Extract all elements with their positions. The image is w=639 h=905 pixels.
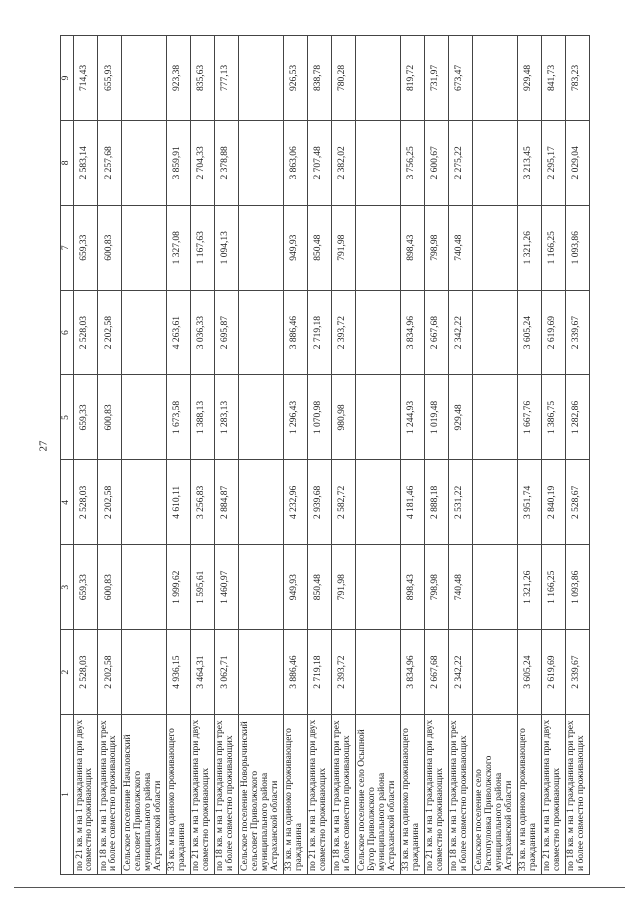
table-row bbox=[541, 36, 565, 875]
table-cell bbox=[355, 36, 400, 121]
table-row bbox=[307, 36, 331, 875]
column-header: 7 bbox=[61, 205, 74, 290]
table-cell: 1 595,61 bbox=[190, 545, 214, 630]
row-label: по 21 кв. м на 1 гражданина при двух совместно проживающих bbox=[190, 715, 214, 875]
table-row bbox=[472, 36, 517, 875]
table-cell: 1 244,93 bbox=[400, 375, 424, 460]
table-cell: 659,33 bbox=[73, 545, 97, 630]
table-cell: 2 719,18 bbox=[307, 290, 331, 375]
table-cell: 2 619,69 bbox=[541, 630, 565, 715]
row-label: 33 кв. м на одиноко проживающего гражданина bbox=[517, 715, 541, 875]
table-row bbox=[517, 36, 541, 875]
table-cell bbox=[238, 460, 283, 545]
table-cell bbox=[472, 36, 517, 121]
table-cell: 780,28 bbox=[331, 36, 355, 121]
column-header: 1 bbox=[61, 715, 74, 875]
table-cell: 4 181,46 bbox=[400, 460, 424, 545]
table-cell: 949,93 bbox=[283, 545, 307, 630]
table-cell: 791,98 bbox=[331, 545, 355, 630]
table-cell: 3 036,33 bbox=[190, 290, 214, 375]
table-row bbox=[238, 36, 283, 875]
table-row bbox=[214, 36, 238, 875]
table-cell bbox=[238, 36, 283, 121]
row-label: 33 кв. м на одиноко проживающего гражданина bbox=[166, 715, 190, 875]
table-cell: 798,98 bbox=[424, 205, 448, 290]
table-cell: 980,98 bbox=[331, 375, 355, 460]
table-cell: 2 888,18 bbox=[424, 460, 448, 545]
table-cell: 2 695,87 bbox=[214, 290, 238, 375]
table-cell: 949,93 bbox=[283, 205, 307, 290]
table-cell bbox=[122, 205, 167, 290]
table-cell bbox=[238, 375, 283, 460]
table-cell: 3 863,06 bbox=[283, 120, 307, 205]
table-cell: 600,83 bbox=[97, 375, 121, 460]
table-cell: 2 382,02 bbox=[331, 120, 355, 205]
table-cell bbox=[355, 120, 400, 205]
table-cell: 3 605,24 bbox=[517, 630, 541, 715]
table-cell: 1 999,62 bbox=[166, 545, 190, 630]
table-cell: 3 951,74 bbox=[517, 460, 541, 545]
table-cell: 1 093,86 bbox=[565, 545, 589, 630]
table-cell: 2 707,48 bbox=[307, 120, 331, 205]
table-cell: 2 528,03 bbox=[73, 290, 97, 375]
table-cell: 2 528,67 bbox=[565, 460, 589, 545]
table-cell: 1 460,97 bbox=[214, 545, 238, 630]
row-label: 33 кв. м на одиноко проживающего гражданина bbox=[283, 715, 307, 875]
table-cell: 2 583,14 bbox=[73, 120, 97, 205]
column-header: 5 bbox=[61, 375, 74, 460]
table-cell bbox=[355, 630, 400, 715]
table-cell: 2 939,68 bbox=[307, 460, 331, 545]
table-row bbox=[73, 36, 97, 875]
table-cell bbox=[122, 545, 167, 630]
table-cell: 1 282,86 bbox=[565, 375, 589, 460]
table-cell: 2 619,69 bbox=[541, 290, 565, 375]
table-cell bbox=[472, 545, 517, 630]
table-row bbox=[355, 36, 400, 875]
table-cell: 3 213,45 bbox=[517, 120, 541, 205]
table-cell: 2 202,58 bbox=[97, 290, 121, 375]
table-cell: 2 393,72 bbox=[331, 290, 355, 375]
table-header-row bbox=[61, 36, 74, 875]
table-cell: 2 257,68 bbox=[97, 120, 121, 205]
table-cell: 2 393,72 bbox=[331, 630, 355, 715]
table-cell: 2 202,58 bbox=[97, 460, 121, 545]
table-cell: 850,48 bbox=[307, 545, 331, 630]
row-label: Сельское поселение село Осыпной Бугор Приволжского муниципального района Астраханской области bbox=[355, 715, 400, 875]
table-cell bbox=[238, 290, 283, 375]
table-cell: 2 600,67 bbox=[424, 120, 448, 205]
table-cell: 2 704,33 bbox=[190, 120, 214, 205]
table-cell: 1 019,48 bbox=[424, 375, 448, 460]
table-cell bbox=[122, 36, 167, 121]
table-cell: 740,48 bbox=[448, 205, 472, 290]
table-cell: 3 256,83 bbox=[190, 460, 214, 545]
table-cell: 3 605,24 bbox=[517, 290, 541, 375]
row-label: по 21 кв. м на 1 гражданина при двух совместно проживающих bbox=[424, 715, 448, 875]
row-label: по 18 кв. м на 1 гражданина при трех и более совместно проживающих bbox=[214, 715, 238, 875]
page-number: 27 bbox=[37, 440, 50, 452]
table-cell: 2 029,04 bbox=[565, 120, 589, 205]
table-cell: 798,98 bbox=[424, 545, 448, 630]
table-cell: 1 321,26 bbox=[517, 205, 541, 290]
table-row bbox=[190, 36, 214, 875]
table-cell: 2 275,22 bbox=[448, 120, 472, 205]
table-cell bbox=[355, 375, 400, 460]
table-cell: 4 263,61 bbox=[166, 290, 190, 375]
table-cell: 714,43 bbox=[73, 36, 97, 121]
table-cell: 929,48 bbox=[517, 36, 541, 121]
table-cell: 731,97 bbox=[424, 36, 448, 121]
column-header: 2 bbox=[61, 630, 74, 715]
table-cell bbox=[472, 120, 517, 205]
table-cell: 850,48 bbox=[307, 205, 331, 290]
table-cell: 841,73 bbox=[541, 36, 565, 121]
column-header: 4 bbox=[61, 460, 74, 545]
table-cell: 2 884,87 bbox=[214, 460, 238, 545]
table-cell: 3 464,31 bbox=[190, 630, 214, 715]
row-label: Сельское поселение село Растопуловка Приволжского муниципального района Астраханской области bbox=[472, 715, 517, 875]
table-cell: 835,63 bbox=[190, 36, 214, 121]
table-cell: 783,23 bbox=[565, 36, 589, 121]
table-cell: 1 166,25 bbox=[541, 545, 565, 630]
table-cell: 819,72 bbox=[400, 36, 424, 121]
rotated-table-frame bbox=[60, 35, 590, 875]
row-label: по 18 кв. м на 1 гражданина при трех и более совместно проживающих bbox=[331, 715, 355, 875]
table-cell: 3 859,91 bbox=[166, 120, 190, 205]
table-cell: 2 528,03 bbox=[73, 460, 97, 545]
table-row bbox=[424, 36, 448, 875]
table-cell: 740,48 bbox=[448, 545, 472, 630]
table-cell: 1 386,75 bbox=[541, 375, 565, 460]
table-cell: 2 667,68 bbox=[424, 290, 448, 375]
table-cell bbox=[238, 205, 283, 290]
table-cell bbox=[472, 375, 517, 460]
table-cell: 1 167,63 bbox=[190, 205, 214, 290]
table-cell: 1 070,98 bbox=[307, 375, 331, 460]
table-cell: 600,83 bbox=[97, 545, 121, 630]
row-label: по 21 кв. м на 1 гражданина при двух совместно проживающих bbox=[541, 715, 565, 875]
table-cell: 3 062,71 bbox=[214, 630, 238, 715]
footer-divider bbox=[14, 887, 625, 888]
table-row bbox=[565, 36, 589, 875]
table-cell: 898,43 bbox=[400, 205, 424, 290]
table-cell: 2 342,22 bbox=[448, 290, 472, 375]
table-cell: 1 094,13 bbox=[214, 205, 238, 290]
table-cell: 929,48 bbox=[448, 375, 472, 460]
table-row bbox=[448, 36, 472, 875]
row-label: 33 кв. м на одиноко проживающего гражданина bbox=[400, 715, 424, 875]
table-cell bbox=[472, 290, 517, 375]
table-cell bbox=[122, 290, 167, 375]
table-cell bbox=[238, 545, 283, 630]
table-cell: 838,78 bbox=[307, 36, 331, 121]
table-cell: 3 886,46 bbox=[283, 630, 307, 715]
table-cell: 1 296,43 bbox=[283, 375, 307, 460]
table-body bbox=[73, 36, 589, 875]
table-cell bbox=[472, 205, 517, 290]
table-cell: 1 388,13 bbox=[190, 375, 214, 460]
column-header: 6 bbox=[61, 290, 74, 375]
table-cell: 2 202,58 bbox=[97, 630, 121, 715]
table-cell: 1 327,08 bbox=[166, 205, 190, 290]
table-cell bbox=[355, 205, 400, 290]
table-cell: 2 342,22 bbox=[448, 630, 472, 715]
table-cell bbox=[472, 630, 517, 715]
tariff-table bbox=[60, 35, 590, 875]
table-cell: 1 093,86 bbox=[565, 205, 589, 290]
table-cell: 923,38 bbox=[166, 36, 190, 121]
table-container bbox=[60, 35, 590, 875]
table-cell: 2 339,67 bbox=[565, 630, 589, 715]
row-label: по 18 кв. м на 1 гражданина при трех и более совместно проживающих bbox=[448, 715, 472, 875]
row-label: по 18 кв. м на 1 гражданина при трех и более совместно проживающих bbox=[565, 715, 589, 875]
table-cell: 659,33 bbox=[73, 375, 97, 460]
table-cell bbox=[355, 290, 400, 375]
table-cell: 3 834,96 bbox=[400, 290, 424, 375]
table-cell bbox=[122, 120, 167, 205]
table-cell: 600,83 bbox=[97, 205, 121, 290]
table-cell bbox=[355, 460, 400, 545]
table-cell: 2 531,22 bbox=[448, 460, 472, 545]
table-cell: 2 378,88 bbox=[214, 120, 238, 205]
table-row bbox=[283, 36, 307, 875]
row-label: Сельское поселение Новорычинский сельсовет Приволжского муниципального района Астраханской области bbox=[238, 715, 283, 875]
table-cell: 3 834,96 bbox=[400, 630, 424, 715]
table-row bbox=[122, 36, 167, 875]
row-label: по 18 кв. м на 1 гражданина при трех и более совместно проживающих bbox=[97, 715, 121, 875]
table-row bbox=[331, 36, 355, 875]
table-cell: 1 667,76 bbox=[517, 375, 541, 460]
table-cell bbox=[238, 120, 283, 205]
table-cell: 2 667,68 bbox=[424, 630, 448, 715]
table-cell: 2 528,03 bbox=[73, 630, 97, 715]
table-cell bbox=[355, 545, 400, 630]
table-cell bbox=[122, 630, 167, 715]
table-cell: 2 840,19 bbox=[541, 460, 565, 545]
table-cell: 1 673,58 bbox=[166, 375, 190, 460]
table-cell: 4 610,11 bbox=[166, 460, 190, 545]
table-cell: 926,53 bbox=[283, 36, 307, 121]
table-row bbox=[97, 36, 121, 875]
table-row bbox=[400, 36, 424, 875]
column-header: 3 bbox=[61, 545, 74, 630]
table-cell: 673,47 bbox=[448, 36, 472, 121]
table-cell: 1 321,26 bbox=[517, 545, 541, 630]
table-cell: 3 756,25 bbox=[400, 120, 424, 205]
column-header: 8 bbox=[61, 120, 74, 205]
table-cell bbox=[472, 460, 517, 545]
table-cell: 2 295,17 bbox=[541, 120, 565, 205]
row-label: по 21 кв. м на 1 гражданина при двух совместно проживающих bbox=[73, 715, 97, 875]
table-cell: 1 283,13 bbox=[214, 375, 238, 460]
table-cell: 791,98 bbox=[331, 205, 355, 290]
row-label: Сельское поселение Началовский сельсовет Приволжского муниципального района Астраханской области bbox=[122, 715, 167, 875]
table-cell: 2 339,67 bbox=[565, 290, 589, 375]
table-cell: 655,93 bbox=[97, 36, 121, 121]
column-header: 9 bbox=[61, 36, 74, 121]
table-cell: 4 232,96 bbox=[283, 460, 307, 545]
table-cell: 1 166,25 bbox=[541, 205, 565, 290]
table-cell: 3 886,46 bbox=[283, 290, 307, 375]
table-cell bbox=[238, 630, 283, 715]
row-label: по 21 кв. м на 1 гражданина при двух совместно проживающих bbox=[307, 715, 331, 875]
table-cell: 2 582,72 bbox=[331, 460, 355, 545]
table-cell: 777,13 bbox=[214, 36, 238, 121]
table-row bbox=[166, 36, 190, 875]
table-cell: 4 936,15 bbox=[166, 630, 190, 715]
table-cell bbox=[122, 375, 167, 460]
table-cell: 2 719,18 bbox=[307, 630, 331, 715]
table-cell: 659,33 bbox=[73, 205, 97, 290]
table-cell: 898,43 bbox=[400, 545, 424, 630]
table-cell bbox=[122, 460, 167, 545]
